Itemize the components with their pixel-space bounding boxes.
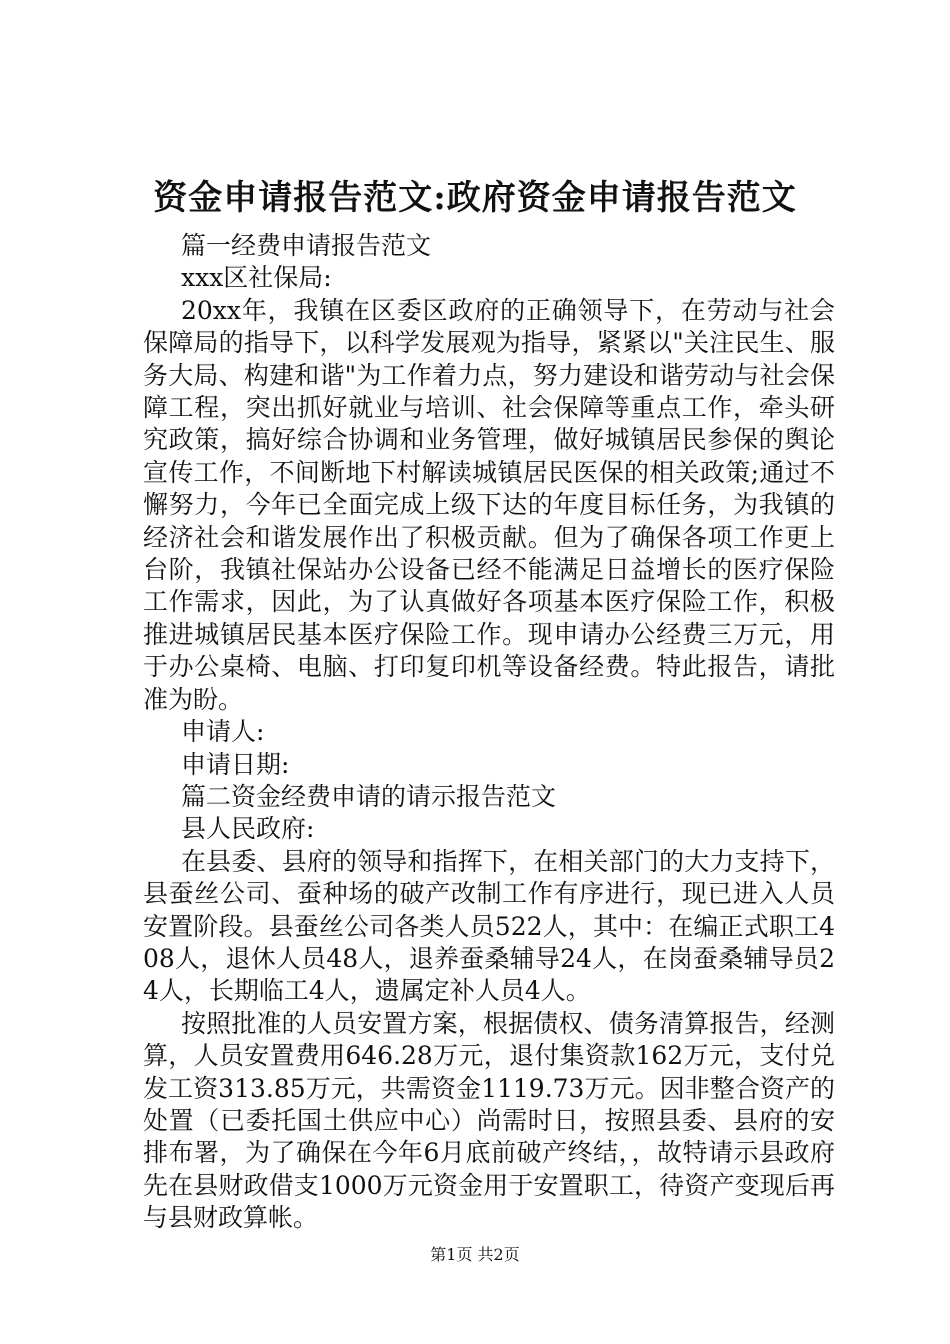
applicant-line: 申请人: [181, 717, 265, 747]
section-heading-1: 篇一经费申请报告范文 [181, 231, 432, 260]
document-body [143, 230, 835, 1235]
body-paragraph-2: 在县委、县府的领导和指挥下，在相关部门的大力支持下，县蚕丝公司、蚕种场的破产改制工作有序进行，现已进入人员安置阶段。县蚕丝公司各类人员522人，其中：在编正式职工408人，退休人员48人，退养蚕桑辅导24人，在岗蚕桑辅导员24人，长期临工4人，遗属定补人员4人。 [143, 846, 835, 1006]
body-paragraph-1: 20xx年，我镇在区委区政府的正确领导下，在劳动与社会保障局的指导下，以科学发展观为指导，紧紧以"关注民生、服务大局、构建和谐"为工作着力点，努力建设和谐劳动与社会保障工程，突出抓好就业与培训、社会保障等重点工作，牵头研究政策，搞好综合协调和业务管理，做好城镇居民参保的舆论宣传工作，不间断地下村解读城镇居民医保的相关政策;通过不懈努力，今年已全面完成上级下达的年度目标任务，为我镇的经济社会和谐发展作出了积极贡献。但为了确保各项工作更上台阶，我镇社保站办公设备已经不能满足日益增长的医疗保险工作需求，因此，为了认真做好各项基本医疗保险工作，积极推进城镇居民基本医疗保险工作。现申请办公经费三万元，用于办公桌椅、电脑、打印复印机等设备经费。特此报告，请批准为盼。 [143, 295, 835, 714]
section-heading-2: 篇二资金经费申请的请示报告范文 [181, 781, 557, 811]
application-date-line: 申请日期: [181, 749, 290, 779]
salutation-2: 县人民政府: [181, 814, 315, 844]
body-paragraph-3: 按照批准的人员安置方案，根据债权、债务清算报告，经测算，人员安置费用646.28万元，退付集资款162万元，支付兑发工资313.85万元，共需资金1119.73万元。因非整合资产的处置（已委托国土供应中心）尚需时日，按照县委、县府的安排布署，为了确保在今年6月底前破产终结，，故特请示县政府先在县财政借支1000万元资金用于安置职工，待资产变现后再与县财政算帐。 [143, 1008, 835, 1233]
document-title: 资金申请报告范文:政府资金申请报告范文 [153, 178, 797, 218]
page-number-footer: 第1页 共2页 [430, 1245, 520, 1264]
salutation-1: xxx区社保局: [181, 263, 332, 293]
